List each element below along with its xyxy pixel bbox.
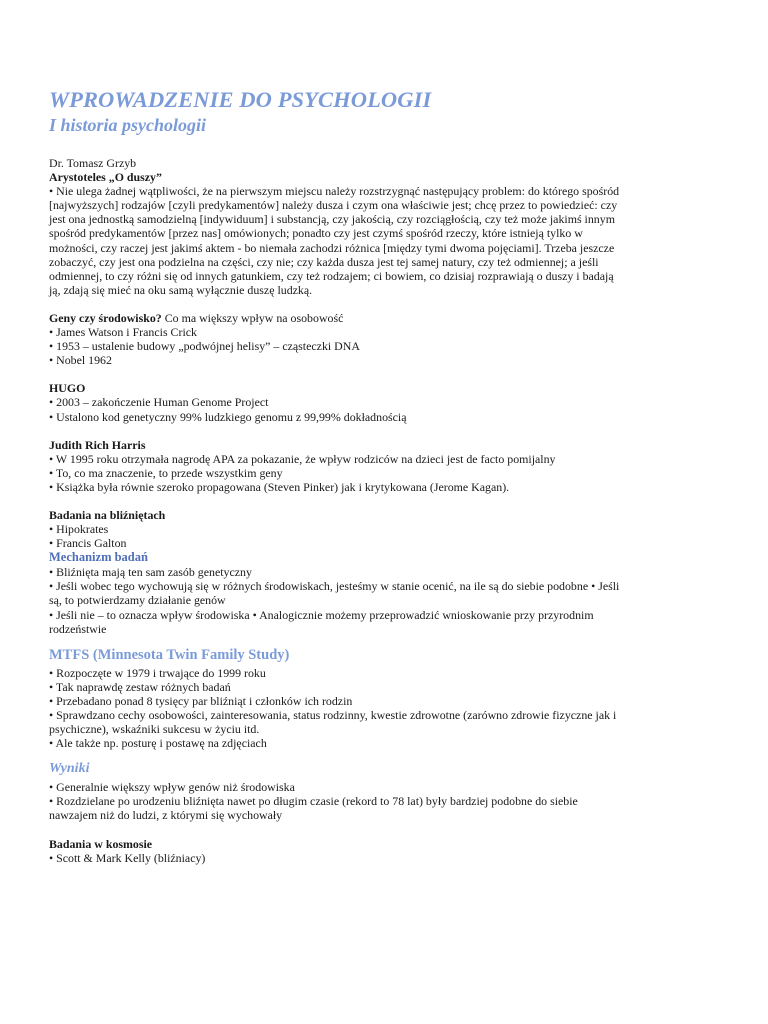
section-gap [49,424,679,438]
list-item: • Francis Galton [49,536,127,551]
document-body [49,86,679,865]
section-heading-twins: Badania na bliźniętach [49,507,166,522]
document-title: WPROWADZENIE DO PSYCHOLOGII [49,87,432,112]
list-item: • Generalnie większy wpływ genów niż środowiska [49,780,295,795]
list-item: • Rozdzielane po urodzeniu bliźnięta nawet po długim czasie (rekord to 78 lat) były bardziej podobne do siebie [49,794,578,809]
list-item: • Tak naprawdę zestaw różnych badań [49,679,231,694]
paragraph-line: jest ona jednostką samodzielną [indywiduum] i substancją, czy jakością, czy rozciągłością, czy też może jakimś innym [49,212,615,227]
aristotle-paragraph [49,184,679,297]
list-item: • Rozpoczęte w 1979 i trwające do 1999 roku [49,665,266,680]
paragraph-line: ją, zdają się mieć na oku samą wyłącznie duszę ludzką. [49,282,313,297]
paragraph-line: możności, czy raczej jest jakimś aktem - bo niemała zachodzi różnica [między tymi dwoma pojęciami]. Trzeba jeszcze [49,240,615,255]
list-item: • James Watson i Francis Crick [49,325,197,340]
section-gap [49,367,679,381]
list-item: • Przebadano ponad 8 tysięcy par bliźniąt i członków ich rodzin [49,693,353,708]
paragraph-line: • Nie ulega żadnej wątpliwości, że na pierwszym miejscu należy rozstrzygnąć następujący problem: do którego spośród [49,184,620,199]
paragraph-line: zobaczyć, czy jest ona podzielna na części, czy nie; czy każda dusza jest tej samej natury, czy też odmiennej; a jeśli [49,254,599,269]
section-heading-aristotle: Arystoteles „O duszy” [49,170,162,185]
list-item: • Jeśli nie – to oznacza wpływ środowiska • Analogicznie możemy przeprowadzić wnioskowanie przy przyrodnim [49,607,594,622]
list-item: • Sprawdzano cechy osobowości, zainteresowania, status rodzinny, kwestie zdrowotne (zarówno zdrowie fizyczne jak i [49,708,617,722]
list-item: nawzajem niż do ludzi, z którymi się wychowały [49,808,283,823]
list-item: • Bliźnięta mają ten sam zasób genetyczny [49,565,252,580]
list-item: • Ale także np. posturę i postawę na zdjęciach [49,736,267,751]
paragraph-line: spośród predykamentów [przez nas] omówionych; ponadto czy jest czymś spośród rzeczy, które istnieją tylko w [49,226,583,241]
heading-bold-part: Geny czy środowisko? [49,310,162,325]
list-item: psychiczne), wskaźniki sukcesu w życiu itd. [49,722,260,737]
subsection-heading-mechanism: Mechanizm badań [49,550,148,565]
section-gap [49,297,679,311]
section-heading-genes [49,311,679,325]
list-item: • 1953 – ustalenie budowy „podwójnej helisy” – cząsteczki DNA [49,339,360,354]
list-item: rodzeństwie [49,621,107,636]
section-heading-hugo: HUGO [49,381,86,396]
document-subtitle: I historia psychologii [49,115,207,135]
section-heading-mtfs: MTFS (Minnesota Twin Family Study) [49,646,290,663]
section-heading-space: Badania w kosmosie [49,836,153,851]
list-item: • Nobel 1962 [49,353,112,368]
paragraph-line: [najwyższych] rodzajów [czyli predykamentów] należy dusza i czym ona właściwie jest; chcę przez to powiedzieć: czy [49,198,618,213]
list-item: • Scott & Mark Kelly (bliźniacy) [49,850,206,865]
list-item: • Jeśli wobec tego wychowują się w różnych środowiskach, jesteśmy w stanie ocenić, na ile są do siebie podobne • Jeśli [49,579,620,594]
section-heading-harris: Judith Rich Harris [49,437,146,452]
list-item: • To, co ma znaczenie, to przede wszystkim geny [49,465,283,480]
list-item: • Hipokrates [49,522,109,537]
section-gap [49,494,679,508]
section-heading-results: Wyniki [49,761,90,777]
list-item: są, to potwierdzamy działanie genów [49,593,226,608]
list-item: • 2003 – zakończenie Human Genome Project [49,395,269,410]
list-item: • W 1995 roku otrzymała nagrodę APA za pokazanie, że wpływ rodziców na dzieci jest de facto pomijalny [49,451,556,466]
list-item: • Książka była równie szeroko propagowana (Steven Pinker) jak i krytykowana (Jerome Kagan). [49,479,510,494]
heading-rest-part: Co ma większy wpływ na osobowość [161,310,344,325]
paragraph-line: odmiennej, to czy różni się od innych gatunkiem, czy też rodzajem; ci bowiem, co dzisiaj rozprawiają o duszy i badają [49,268,614,283]
list-item: • Ustalono kod genetyczny 99% ludzkiego genomu z 99,99% dokładnością [49,409,407,424]
section-gap [49,823,679,837]
author: Dr. Tomasz Grzyb [49,156,137,170]
